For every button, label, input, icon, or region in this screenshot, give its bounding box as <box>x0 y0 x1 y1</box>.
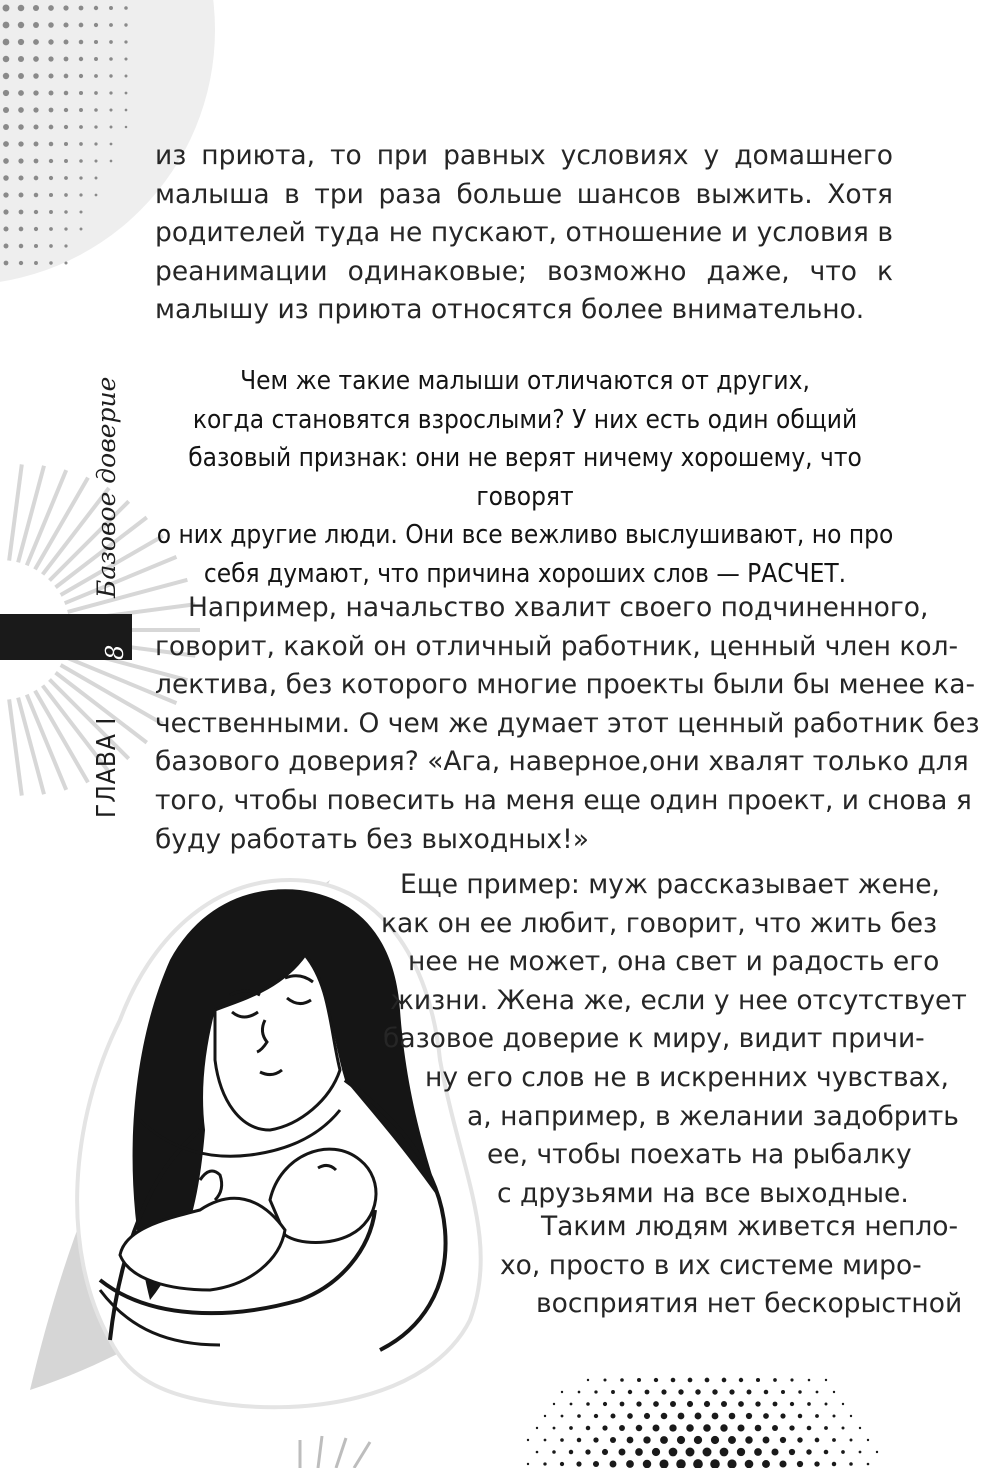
paragraph-line: ну его слов не в искренних чувствах, <box>425 1061 949 1093</box>
chapter-label: ГЛАВА I <box>92 716 122 818</box>
quote-line: когда становятся взрослыми? У них есть один общий <box>192 404 858 435</box>
paragraph-line: чественными. О чем же думает этот ценный работник без <box>155 707 980 739</box>
paragraph-line: жизни. Жена же, если у нее отсутствует <box>390 984 967 1016</box>
paragraph-line: а, например, в желании задобрить <box>467 1100 959 1132</box>
example-paragraph-3 <box>0 1208 963 1324</box>
paragraph-line: базового доверия? «Ага, наверное,они хвалят только для <box>155 746 969 778</box>
quote-line: Чем же такие малыши отличаются от других, <box>240 366 810 396</box>
paragraph-line: буду работать без выходных!» <box>155 823 589 855</box>
quote-line: базовый признак: они не верят ничему хорошему, что говорят <box>188 443 862 512</box>
paragraph-line: хо, просто в их системе миро- <box>500 1249 922 1281</box>
paragraph-line: Еще пример: муж рассказывает жене, <box>400 869 940 900</box>
quote-line: о них другие люди. Они все вежливо выслушивают, но про <box>156 520 894 551</box>
example-paragraph-1 <box>155 589 980 859</box>
paragraph-line: Например, начальство хвалит своего подчиненного, <box>188 592 929 623</box>
intro-paragraph-block <box>155 137 893 330</box>
example-paragraph-2 <box>0 866 967 1213</box>
page-number: 8 <box>101 644 129 660</box>
section-label: Базовое доверие <box>92 376 121 598</box>
paragraph-line: Таким людям живется непло- <box>541 1211 959 1242</box>
intro-paragraph: из приюта, то при равных условиях у домашнего малыша в три раза больше шансов выжить. Хотя родителей туда не пускают, отношение и условия в реанимации одинаковые; возможно даже, что к малышу из приюта относятся более внимательно. <box>155 140 893 325</box>
paragraph-line: базовое доверие к миру, видит причи- <box>383 1023 925 1055</box>
paragraph-line: лектива, без которого многие проекты были бы менее ка- <box>155 669 976 701</box>
pull-quote <box>150 362 900 594</box>
paragraph-line: восприятия нет бескорыстной <box>536 1288 963 1320</box>
paragraph-line: с друзьями на все выходные. <box>497 1177 909 1209</box>
paragraph-line: говорит, какой он отличный работник, ценный член кол- <box>155 630 959 662</box>
paragraph-line: ее, чтобы поехать на рыбалку <box>487 1139 912 1171</box>
paragraph-line: нее не может, она свет и радость его <box>408 946 940 978</box>
quote-line: себя думают, что причина хороших слов — РАСЧЕТ. <box>203 558 847 589</box>
paragraph-line: как он ее любит, говорит, что жить без <box>381 907 938 939</box>
paragraph-line: того, чтобы повесить на меня еще один проект, и снова я <box>155 784 972 816</box>
